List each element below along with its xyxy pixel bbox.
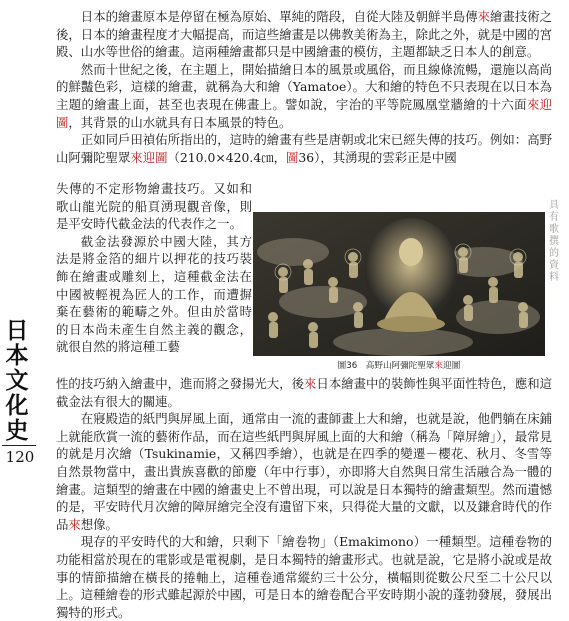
highlight-term: 來迎圖 xyxy=(56,96,553,130)
highlight-term: 來迎圖 xyxy=(130,149,168,165)
book-title-last-char: 史 xyxy=(5,417,29,444)
figure-caption: 圖36 高野山阿彌陀聖眾來迎圖 xyxy=(337,361,461,371)
paragraph-1: 日本的繪畫原本是停留在極為原始、單純的階段，自從大陸及朝鮮半島傳來繪畫技術之後，日本的繪畫程度才大幅提高，而這些繪畫是以佛教美術為主，除此之外，就是中國的宮殿、山水等世俗的繪畫。這兩種繪畫都只是中國繪畫的模仿，主題都缺乏日本人的創意。 xyxy=(56,9,553,60)
paragraph-3: 正如同戶田禎佑所指出的，這時的繪畫有些是唐朝或北宋已經失傳的技巧。例如：高野山阿彌陀聖眾來迎圖（210.0×420.4㎝，圖36），其湧現的雲彩正是中國 xyxy=(56,132,552,165)
highlight-term: 來 xyxy=(477,9,491,24)
top-text-block xyxy=(56,8,552,166)
narrow-text-column xyxy=(56,180,252,356)
highlight-term: 來 xyxy=(68,516,81,532)
highlight-term: 來 xyxy=(304,376,317,391)
page-number: 120 xyxy=(5,448,35,466)
paragraph-3-continued: 失傳的不定形物繪畫技巧。又如和歌山龍光院的船頁湧現觀音像，則是平安時代截金法的代表作之一。 xyxy=(56,181,252,232)
paragraph-6: 現存的平安時代的大和繪，只剩下「繪卷物」（Emakimono）一種類型。這種卷物的功能相當於現在的電影或是電視劇，是日本獨特的繪畫形式。也就是說，它是將小說或是故事的情節描繪在橫長的捲軸上，這種卷通常縱約三十公分，橫幅則從數公尺至二十公尺以上。這種繪卷的形式雖起源於中國，可是日本的繪卷配合平安時期小說的蓬勃發展，發展出獨特的形式。 xyxy=(56,534,552,620)
painting-illustration xyxy=(253,212,545,356)
figure-image-raigo xyxy=(253,212,545,356)
book-title-vertical: 日 本 文 化 xyxy=(5,317,29,419)
margin-annotation: 具 有 歌 撰 的 資 料 xyxy=(549,200,559,283)
lower-text-block xyxy=(56,375,552,621)
paragraph-2: 然而十世紀之後，在主題上，開始描繪日本的風景或風俗，而且線條流暢，還施以高尚的鮮豔色彩，這樣的繪畫，就稱為大和繪（Yamatoe）。大和繪的特色不只表現在以日本為主題的繪畫上面，甚至也表現在佛畫上。譬如說，宇治的平等院鳳凰堂牆繪的十六面來迎圖，其背景的山水就具有日本風景的特色。 xyxy=(56,61,553,130)
highlight-term: 圖 xyxy=(286,149,299,165)
title-divider xyxy=(2,445,36,446)
paragraph-4-continued: 性的技巧納入繪畫中，進而將之發揚光大，後來日本繪畫中的裝飾性與平面性特色，應和這截金法有很大的關連。 xyxy=(56,376,553,409)
paragraph-5: 在寢殿造的紙門與屏風上面，通常由一流的畫師畫上大和繪，也就是說，他們躺在床鋪上就能欣賞一流的藝術作品，而在這些紙門與屏風上面的大和繪（稱為「障屏繪」），最常見的就是月次繪（Tsukinamie，又稱四季繪），也就是在四季的變遷－櫻花、秋月、冬雪等自然景物當中，畫出貴族喜歡的節慶（年中行事），亦即將大自然與日常生活融合為一體的繪畫。這類型的繪畫在中國的繪畫史上不曾出現，可以說是日本獨特的繪畫類型。然而遺憾的是，平安時代月次繪的障屏繪完全沒有遺留下來，只得從大量的文獻，以及鎌倉時代的作品來想像。 xyxy=(56,411,552,532)
paragraph-4: 截金法發源於中國大陸，其方法是將金箔的細片以押花的技巧裝飾在繪畫或雕刻上，這種截金法在中國被輕視為匠人的工作，而遭摒棄在藝術的範疇之外。但由於當時的日本尚未產生自然主義的觀念，就很自然的將這種工藝 xyxy=(56,233,252,355)
